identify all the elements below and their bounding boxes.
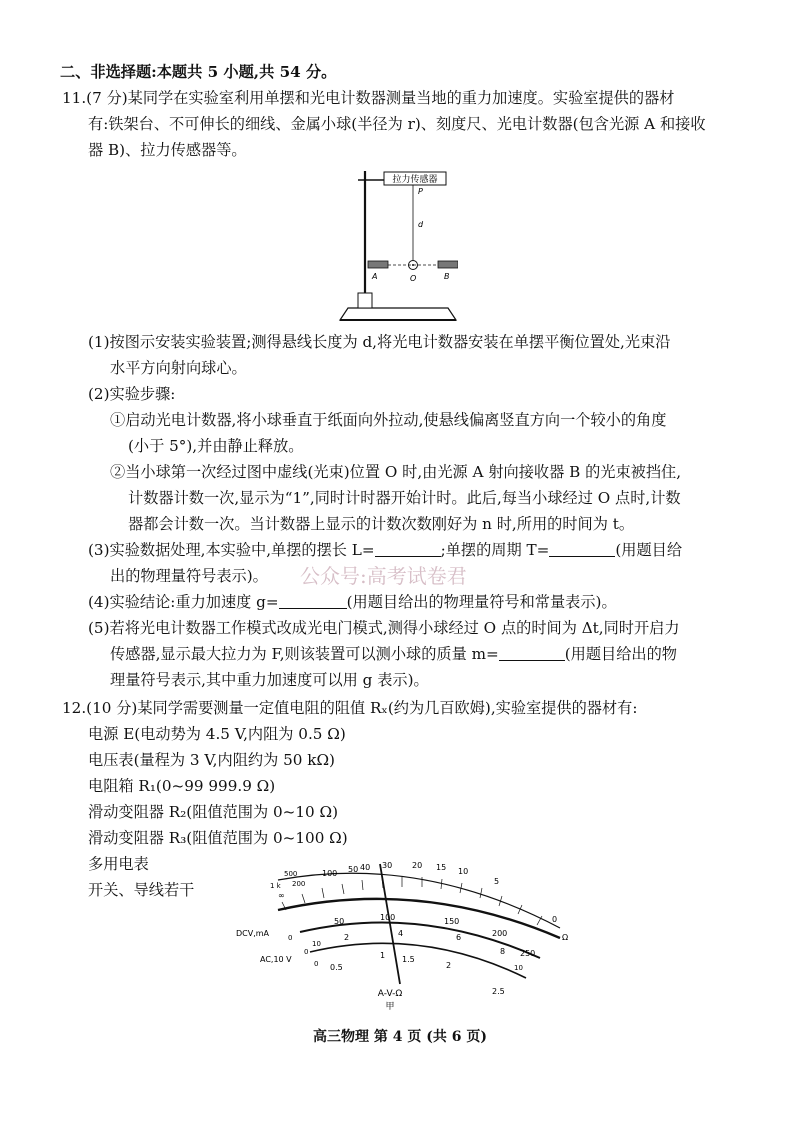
q12-stem: 12.(10 分)某同学需要测量一定值电阻的阻值 Rₓ(约为几百欧姆),实验室提供的器材有: [62,699,638,717]
dcv-label-250: 250 [520,949,536,958]
ohm-label-5: 5 [494,877,500,886]
ohm-label-inf: ∞ [278,891,285,900]
q11-part3-text-a: (3)实验数据处理,本实验中,单摆的摆长 L= [88,541,375,559]
ohm-label-50: 50 [348,865,359,874]
ohm-label-100: 100 [322,869,338,878]
ohm-label-500: 500 [284,870,298,878]
answer-blank-mass[interactable] [499,646,565,661]
ohm-label-40: 40 [360,863,371,872]
ohm-label-1k: 1 k [270,882,281,890]
ac-label-0-5: 0.5 [330,963,343,972]
dcv2-label-10: 10 [312,940,321,948]
ohm-label-20: 20 [412,861,423,870]
ac-label-1: 1 [380,951,386,960]
q11-part5-line-1: (5)若将光电计数器工作模式改成光电门模式,测得小球经过 O 点的时间为 Δt,同时开启力 [88,619,680,637]
multimeter-dial-figure [230,858,580,1014]
dcv2-label-2: 2 [344,933,350,942]
dcv2-label-8: 8 [500,947,506,956]
q11-part3-line-2: 出的物理量符号表示)。 [110,567,268,585]
q12-item-resistance-box: 电阻箱 R₁(0~99 999.9 Ω) [88,777,276,795]
ohm-label-10: 10 [458,867,469,876]
q11-part1-line-1: (1)按图示安装实验装置;测得悬线长度为 d,将光电计数器安装在单摆平衡位置处,光束沿 [88,333,671,351]
q12-item-rheostat-r3: 滑动变阻器 R₃(阻值范围为 0~100 Ω) [88,829,348,847]
q11-part5-line-3: 理量符号表示,其中重力加速度可以用 g 表示)。 [110,671,429,689]
point-p-label: P [418,187,423,196]
q12-item-power-source: 电源 E(电动势为 4.5 V,内阻为 0.5 Ω) [88,725,346,743]
ac-label-2: 2 [446,961,452,970]
pendulum-apparatus-figure [338,163,458,327]
watermark: 公众号:高考试卷君 [300,564,467,588]
q11-part4-text-a: (4)实验结论:重力加速度 g= [88,593,279,611]
ohm-label-200: 200 [292,880,306,888]
dcv2-label-10-end: 10 [514,964,523,972]
dcv-label-200: 200 [492,929,508,938]
ohm-label-0: 0 [552,915,558,924]
dcv-ma-label: DCV,mA [236,929,270,938]
q11-stem-line-1: 11.(7 分)某同学在实验室利用单摆和光电计数器测量当地的重力加速度。实验室提供的器材 [62,89,675,107]
answer-blank-period[interactable] [549,542,615,557]
q11-step2-line-3: 器都会计数一次。当计数器上显示的计数次数刚好为 n 时,所用的时间为 t。 [128,515,635,533]
answer-blank-length[interactable] [375,542,441,557]
ac-10v-label: AC,10 V [260,955,292,964]
point-o-label: O [410,274,417,283]
q12-item-multimeter: 多用电表 [88,855,149,873]
q11-step1-line-1: ①启动光电计数器,将小球垂直于纸面向外拉动,使悬线偏离竖直方向一个较小的角度 [110,411,667,429]
meter-center-label: A-V-Ω [377,989,403,999]
q11-step1-line-2: (小于 5°),并由静止释放。 [128,437,304,455]
section-title: 二、非选择题:本题共 5 小题,共 54 分。 [60,63,337,81]
q11-step2-line-2: 计数器计数一次,显示为“1”,同时计时器开始计时。此后,每当小球经过 O 点时,计数 [128,489,681,507]
q11-part5-text-b: (用题目给出的物 [564,645,677,663]
page-footer: 高三物理 第 4 页 (共 6 页) [313,1029,487,1045]
q11-part4-line [88,592,617,612]
dcv-label-100: 100 [380,913,396,922]
dcv-label-150: 150 [444,917,460,926]
q11-part2-title: (2)实验步骤: [88,385,176,403]
sensor-label: 拉力传感器 [392,175,438,185]
ohm-unit-label: Ω [562,933,569,942]
dcv-label-50: 50 [334,917,345,926]
q11-stem-line-3: 器 B)、拉力传感器等。 [88,141,247,159]
q11-part3-line-1 [88,540,682,560]
q11-part4-text-b: (用题目给出的物理量符号和常量表示)。 [346,593,617,611]
ohm-label-30: 30 [382,861,393,870]
dcv2-label-0: 0 [304,948,309,956]
q11-part3-text-c: (用题目给 [615,541,683,559]
ac-label-2-5: 2.5 [492,987,505,996]
ohm-label-15: 15 [436,863,447,872]
q12-item-rheostat-r2: 滑动变阻器 R₂(阻值范围为 0~10 Ω) [88,803,339,821]
answer-blank-gravity[interactable] [279,594,347,609]
q12-item-voltmeter: 电压表(量程为 3 V,内阻约为 50 kΩ) [88,751,335,769]
ac-label-1-5: 1.5 [402,955,415,964]
figure-caption: 甲 [385,1002,395,1012]
q11-stem-line-2: 有:铁架台、不可伸长的细线、金属小球(半径为 r)、刻度尺、光电计数器(包含光源 A 和接收 [88,115,706,133]
length-d-label: d [418,220,424,229]
dcv2-label-6: 6 [456,933,462,942]
receiver-b-label: B [444,272,450,281]
q11-part5-line-2 [110,644,677,664]
dcv2-label-4: 4 [398,929,404,938]
q12-item-switch-wires: 开关、导线若干 [88,881,195,899]
q11-step2-line-1: ②当小球第一次经过图中虚线(光束)位置 O 时,由光源 A 射向接收器 B 的光束被挡住, [110,463,682,481]
ac-label-0: 0 [314,960,319,968]
source-a-label: A [372,272,378,281]
q11-part5-text-a: 传感器,显示最大拉力为 F,则该装置可以测小球的质量 m= [110,645,499,663]
dcv-label-0: 0 [288,934,293,942]
q11-part3-text-b: ;单摆的周期 T= [440,541,550,559]
meter-needle [380,864,400,984]
q11-part1-line-2: 水平方向射向球心。 [110,359,247,377]
